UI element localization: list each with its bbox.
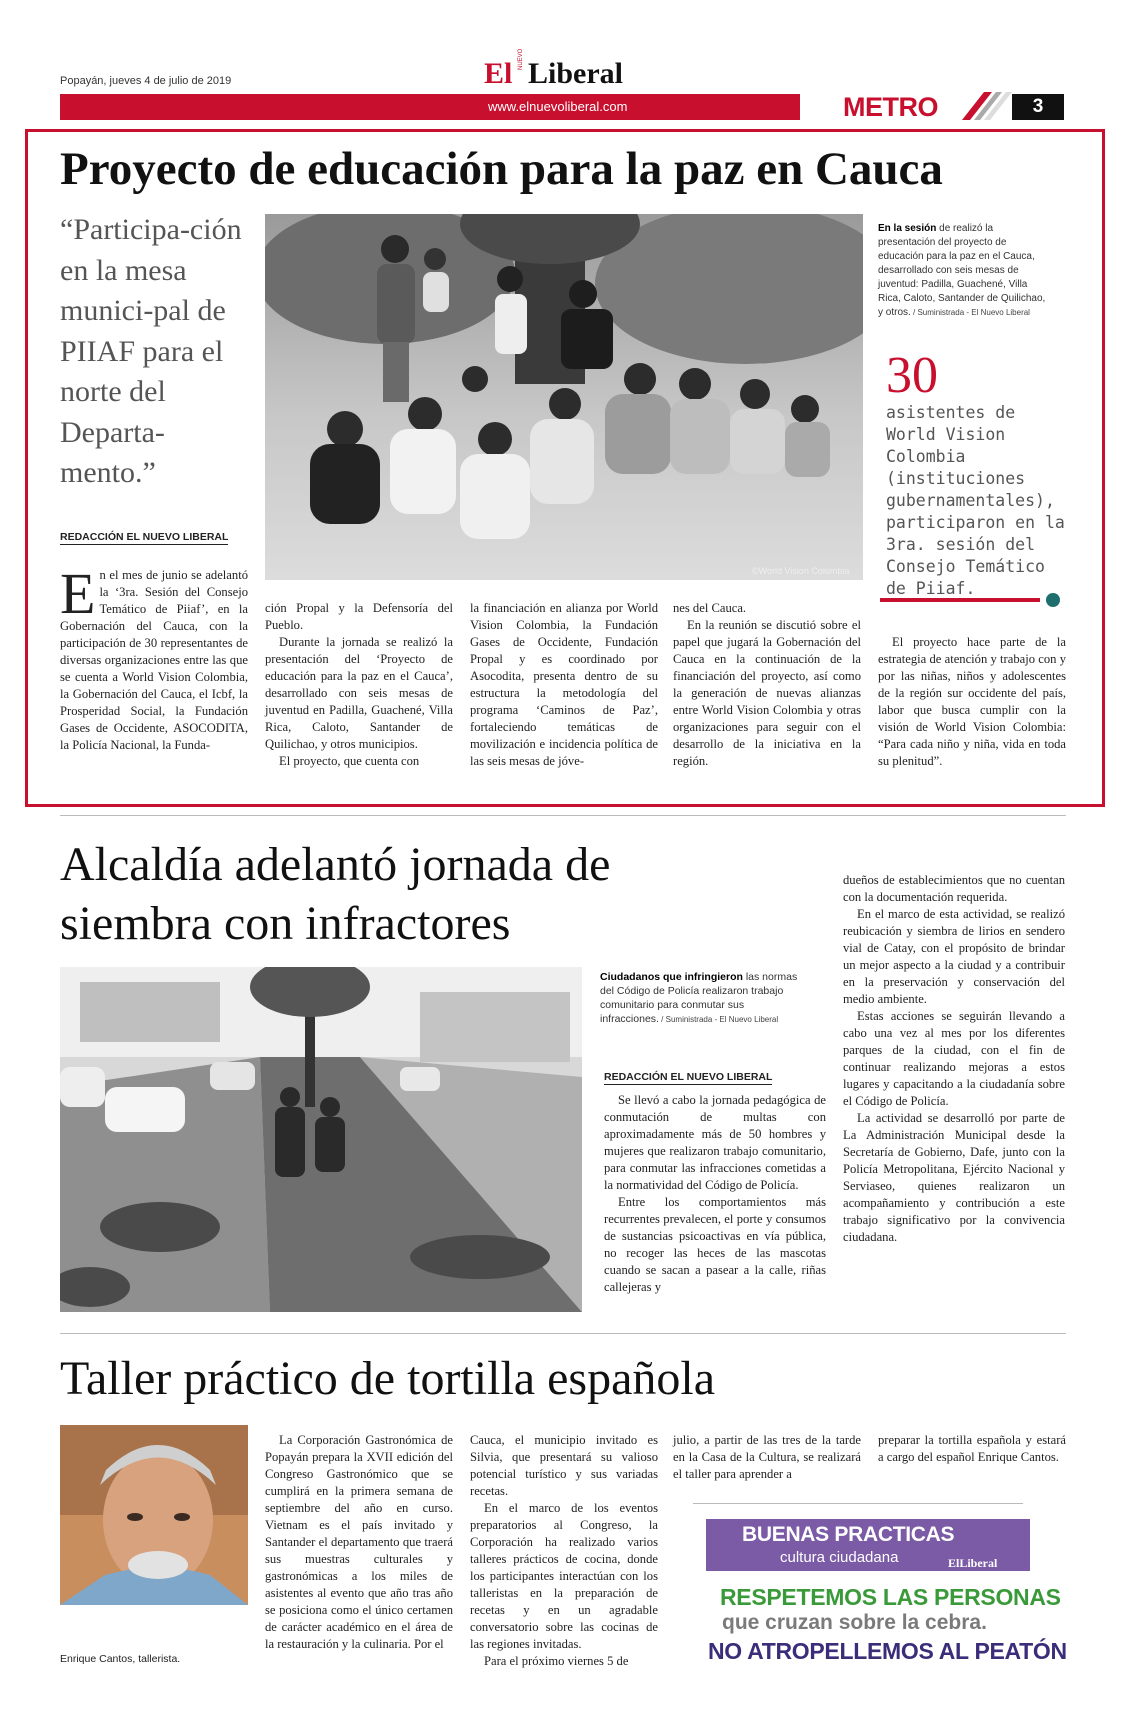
website-link[interactable]: www.elnuevoliberal.com [488,99,628,114]
stat-dot-icon [1046,593,1060,607]
article1-col4: nes del Cauca. En la reunión se discutió sobre el papel que jugará la Gobernación del Cauca en la continuación de la financiación del proyecto, así como la generación de nuevas alianzas entre World Vision Colombia y otras organizaciones para seguir con el desarrollo de la iniciativa en la región. [673,601,861,768]
stat-underline [880,598,1040,602]
article2-col1: Se llevó a cabo la jornada pedagógica de conmutación de multas con aproximadamente más de 50 hombres y mujeres que realizaron trabajo comunitario, para conmutar las infracciones cometidas a la normatividad del Código de Policía. Entre los comportamientos más recurrentes prevalecen, el porte y consumos de sustancias psicoactivas en vía pública, no recoger las heces de las mascotas cuando se sacan a pasear a la calle, riñas callejeras y [604,1093,826,1294]
divider-1 [60,815,1066,816]
ad-line3: NO ATROPELLEMOS AL PEATÓN [708,1638,1067,1664]
ad-logo: ElLiberal [948,1556,998,1570]
article2-photo-caption [600,970,800,1027]
article2-headline-line1: Alcaldía adelantó jornada de [60,838,611,891]
logo-el: El [484,57,513,90]
article1-col5: El proyecto hace parte de la estrategia de atención y trabajo con y por las niñas, niños y adolescentes de la región sur occidente del país, labor que busca cumplir con la visión de World Vision Colombia: “Para cada niño y niña, vida en toda su plenitud”. [878,635,1066,768]
section-stripes-icon [962,92,1012,120]
divider-3 [693,1503,1023,1504]
caption-source: / Suministrada - El Nuevo Liberal [658,1015,779,1024]
article3-headline: Taller práctico de tortilla española [60,1352,716,1405]
ad-line2: que cruzan sobre la cebra. [722,1611,987,1634]
divider-2 [60,1333,1066,1334]
article2-byline: REDACCIÓN EL NUEVO LIBERAL [604,1071,773,1083]
ad-buenas-practicas[interactable] [706,1519,1030,1571]
article1-byline: REDACCIÓN EL NUEVO LIBERAL [60,531,229,543]
date-line: Popayán, jueves 4 de julio de 2019 [60,75,232,87]
article2-headline-line2: siembra con infractores [60,897,511,950]
article3-col4: preparar la tortilla española y estará a cargo del español Enrique Cantos. [878,1433,1066,1464]
article3-col1: La Corporación Gastronómica de Popayán prepara la XVII edición del Congreso Gastronómico que se cumplirá en la primera semana de septiembre del año en curso. Vietnam es el país invitado y Santander el departamento que traerá sus muestras culturales y gastronómicas a los miles de asistentes al evento que año tras año se posiciona como el único certamen de carácter académico en el área de la restauración y la culinaria. Por el [265,1433,453,1651]
article1-col3: la financiación en alianza por World Vision Colombia, la Fundación Gases de Occidente, Fundación Propal y es coordinado por Asocodita, presenta dentro de su estructura la metodología del programa ‘Caminos de Paz’, fortaleciendo temáticas de movilización e incidencia política de las seis mesas de jóve- [470,601,658,768]
article1-photo [265,214,863,580]
article1-photo-credit: ©World Vision Colombia [752,566,850,576]
caption-text: de realizó la presentación del proyecto de educación para la paz en el Cauca, desarrollado con seis mesas de juventud: Padilla, Guachené, Villa Rica, Caloto, Santander de Quilichao, y otros. [878,223,1046,318]
article1-col2: ción Propal y la Defensoría del Pueblo. Durante la jornada se realizó la presentación del ‘Proyecto de educación para la paz en el Cauca’, desarrollado con seis mesas de juventud en Padilla, Guachené, Villa Rica, Caloto, Santander de Quilichao, y otros municipios. El proyecto, que cuenta con [265,601,453,768]
dropcap: E [60,561,96,626]
stat-text: asistentes de World Vision Colombia (instituciones gubernamentales), participaron en la 3ra. sesión del Consejo Temático de Piiaf. [886,403,1065,598]
section-label: METRO [843,92,938,122]
masthead-logo[interactable] [484,48,644,92]
logo-liberal: Liberal [528,57,623,90]
article3-portrait [60,1425,248,1605]
article1-pull-quote: “Participa-ción en la mesa munici-pal de PIIAF para el norte del Departa-mento.” [60,213,242,489]
caption-lead: Ciudadanos que infringieron [600,971,743,983]
article3-photo-caption: Enrique Cantos, tallerista. [60,1653,181,1665]
article2-photo [60,967,582,1312]
article2-col2: dueños de establecimientos que no cuentan con la documentación requerida. En el marco de esta actividad, se realizó reubicación y siembra de lirios en sendero vial de Catay, con el propósito de brindar un mejor aspecto a la ciudad y a contribuir en la preservación y conservación del medio ambiente. Estas acciones se seguirán llevando a cabo una vez al mes por los diferentes parques de la ciudad, con el fin de continuar realizando mejoras a estos lugares y capacitando a la ciudadanía sobre el Código de Policía. La actividad se desarrolló por parte de La Administración Municipal desde la Secretaría de Gobierno, Dafe, junto con la Policía Metropolitana, Ejército Nacional y Serviaseo, quienes realizaron un acompañamiento y contribución a este trabajo significativo por la convivencia ciudadana. [843,873,1065,1244]
article3-col3: julio, a partir de las tres de la tarde en la Casa de la Cultura, se realizará el taller para aprender a [673,1433,861,1481]
caption-source: / Suministrada - El Nuevo Liberal [910,308,1030,317]
header-red-bar [60,94,800,120]
stat-number: 30 [886,347,938,404]
page-number: 3 [1012,94,1064,120]
article3-col2: Cauca, el municipio invitado es Silvia, que presentará su valioso potencial turístico y sus variadas recetas. En el marco de los eventos preparatorios al Congreso, la Corporación ha realizado varios talleres prácticos de cocina, donde los participantes interactúan con los talleristas en la preparación de recetas y en un agradable conversatorio sobre las cocinas de las regiones invitadas. Para el próximo viernes 5 de [470,1433,658,1668]
logo-nuevo: NUEVO [518,48,524,70]
caption-text: las normas del Código de Policía realizaron trabajo comunitario para conmutar sus infracciones. [600,971,798,1025]
ad-title: BUENAS PRACTICAS [742,1523,955,1546]
ad-subtitle: cultura ciudadana [780,1549,899,1566]
article1-col1: En el mes de junio se adelantó la ‘3ra. Sesión del Consejo Temático de Piiaf’, en la Gobernación del Cauca, con la participación de 30 representantes de diversas organizaciones entre las que se cuenta a World Vision Colombia, la Gobernación del Cauca, el Icbf, la Prosperidad Social, la Fundación Gases de Occidente, ASOCODITA, la Policía Nacional, la Funda- [60,561,248,752]
article1-headline: Proyecto de educación para la paz en Cauca [60,143,943,195]
ad-line1: RESPETEMOS LAS PERSONAS [720,1584,1061,1610]
article1-photo-caption [878,222,1048,320]
caption-lead: En la sesión [878,223,937,234]
